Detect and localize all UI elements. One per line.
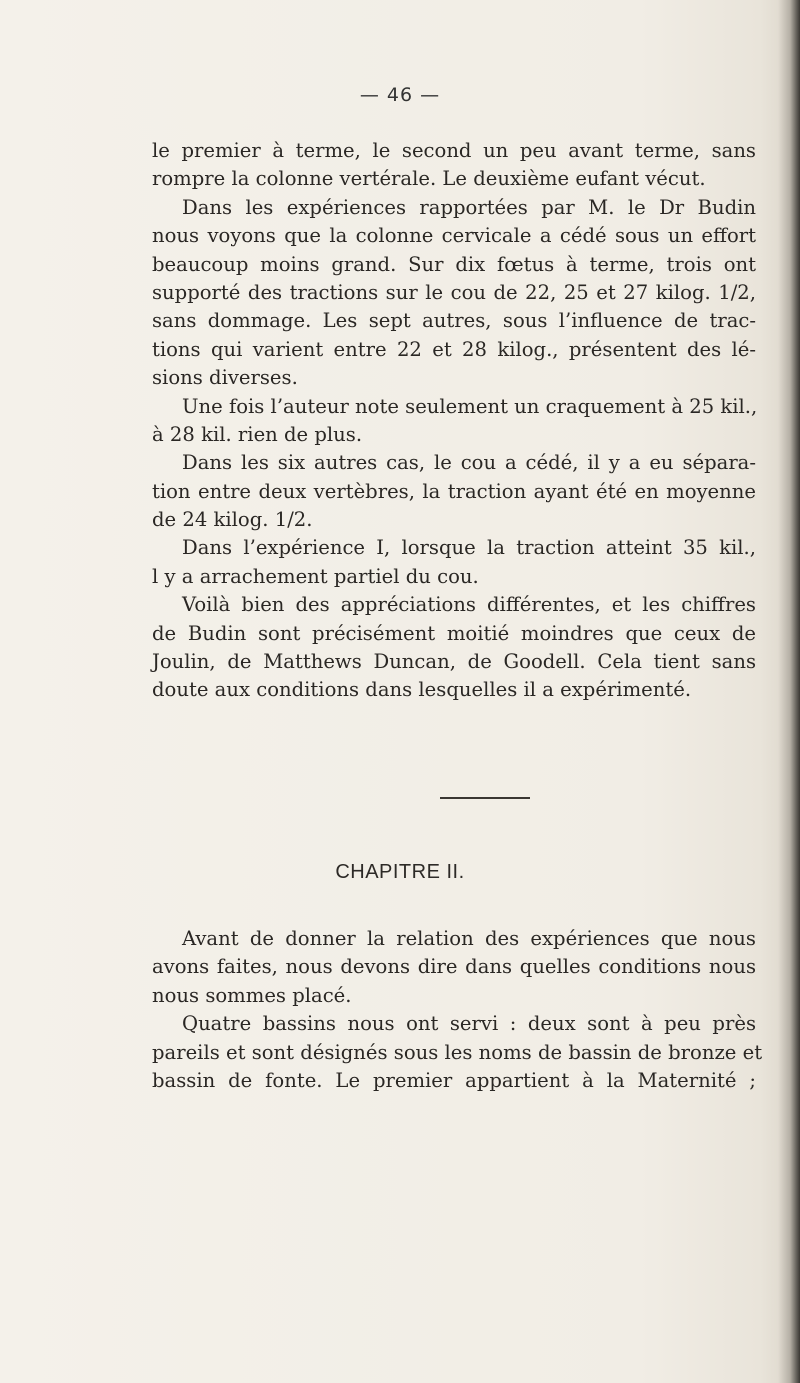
text-line: nous sommes placé. <box>152 983 352 1007</box>
body-text-top <box>152 137 756 705</box>
page-number: — 46 — <box>359 84 441 106</box>
text-line: Voilà bien des appréciations différentes, et les chiffres <box>182 593 756 617</box>
text-line: rompre la colonne vertérale. Le deuxième eufant vécut. <box>152 167 706 191</box>
text-line: l y a arrachement partiel du cou. <box>152 564 479 588</box>
text-line: Dans les expériences rapportées par M. le Dr Budin <box>182 195 756 219</box>
text-line: tion entre deux vertèbres, la traction ayant été en moyenne <box>152 479 756 503</box>
text-line: Avant de donner la relation des expériences que nous <box>182 927 756 950</box>
text-line: le premier à terme, le second un peu avant terme, sans <box>152 139 756 162</box>
text-line: Dans l’expérience I, lorsque la traction atteint 35 kil., <box>182 536 756 560</box>
text-line: doute aux conditions dans lesquelles il a expérimenté. <box>152 678 692 702</box>
text-line: de Budin sont précisément moitié moindres que ceux de <box>152 621 756 645</box>
text-line: sions diverses. <box>152 366 298 390</box>
text-line: à 28 kil. rien de plus. <box>152 422 363 446</box>
text-line: sans dommage. Les sept autres, sous l’influence de trac- <box>152 309 756 333</box>
text-line: supporté des tractions sur le cou de 22, 25 et 27 kilog. 1/2, <box>152 280 756 304</box>
text-line: avons faites, nous devons dire dans quelles conditions nous <box>152 955 756 979</box>
text-line: Quatre bassins nous ont servi : deux sont à peu près <box>182 1012 756 1036</box>
text-line: de 24 kilog. 1/2. <box>152 508 313 532</box>
page-edge-shadow <box>778 0 800 1383</box>
text-line: bassin de fonte. Le premier appartient à la Maternité ; <box>152 1068 756 1092</box>
body-text-bottom <box>152 925 763 1095</box>
text-line: Dans les six autres cas, le cou a cédé, il y a eu sépara- <box>182 451 756 475</box>
chapter-heading: CHAPITRE II. <box>335 861 465 883</box>
section-divider <box>440 797 530 799</box>
text-line: beaucoup moins grand. Sur dix fœtus à terme, trois ont <box>152 252 756 276</box>
text-line: tions qui varient entre 22 et 28 kilog., présentent des lé- <box>152 337 756 361</box>
text-line: pareils et sont désignés sous les noms de bassin de bronze et <box>152 1040 763 1064</box>
text-line: Joulin, de Matthews Duncan, de Goodell. Cela tient sans <box>152 650 756 674</box>
text-line: nous voyons que la colonne cervicale a cédé sous un effort <box>152 224 756 248</box>
text-line: Une fois l’auteur note seulement un craquement à 25 kil., <box>182 394 758 418</box>
